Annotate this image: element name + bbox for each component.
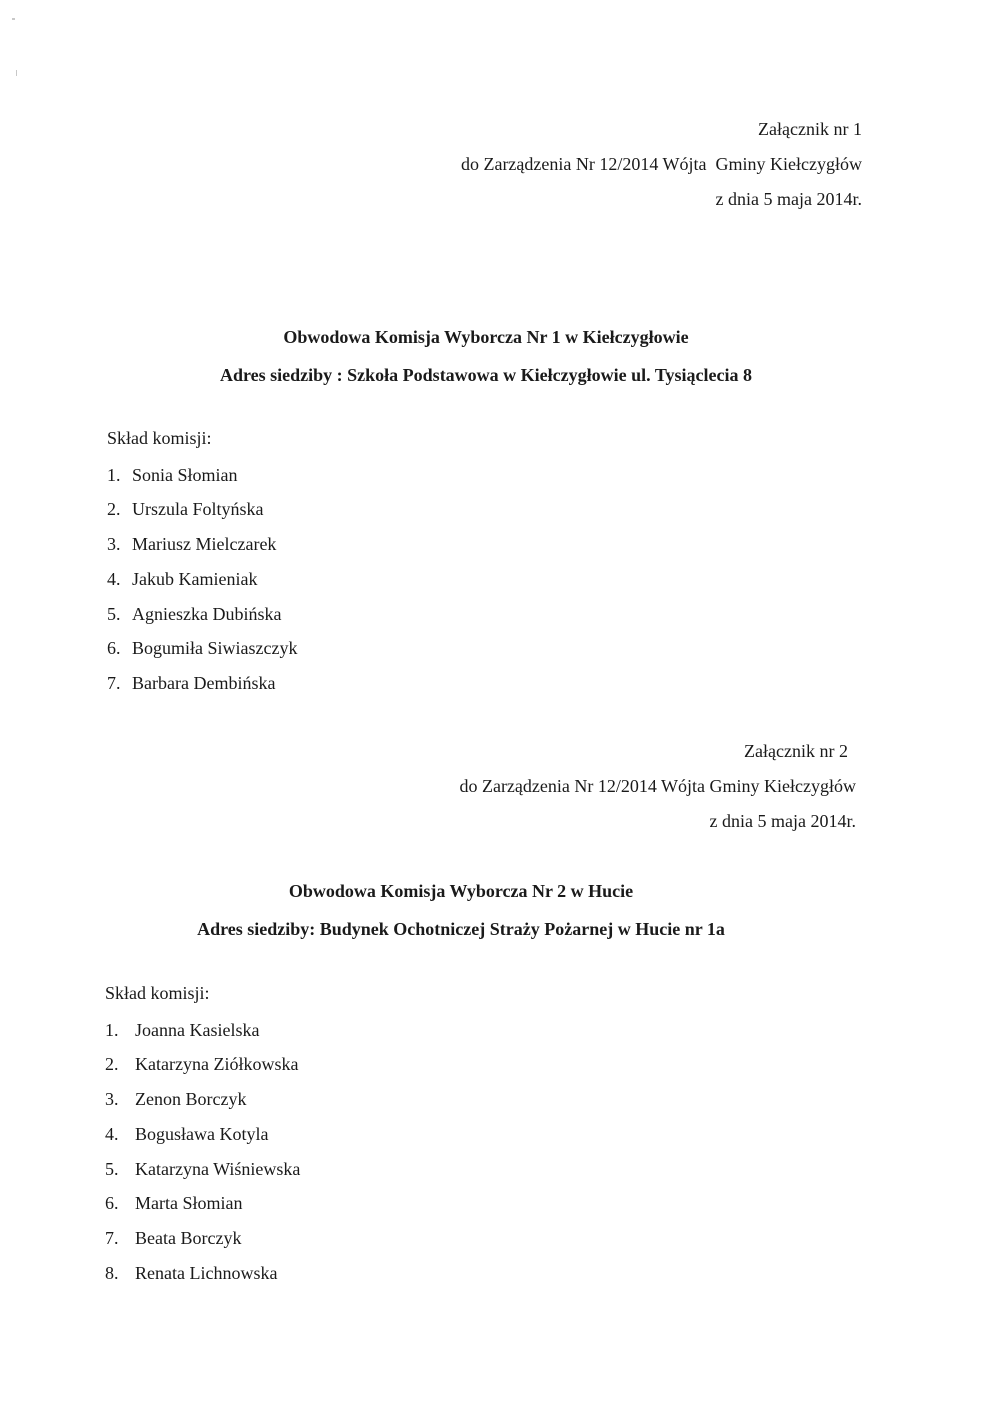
commission-1-title: Obwodowa Komisja Wyborcza Nr 1 w Kiełczygłowie [283,327,689,347]
member-number: 4. [107,568,121,589]
member-item [105,1152,300,1187]
annex-2-header [459,734,856,839]
member-number: 1. [107,464,121,485]
members-label: Skład komisji: [105,983,210,1003]
member-number: 2. [107,499,121,520]
members-list [105,1013,300,1291]
member-number: 4. [105,1123,119,1144]
member-number: 5. [105,1158,119,1179]
commission-1-heading [0,318,982,394]
member-name: Joanna Kasielska [135,1019,260,1040]
member-item [105,1082,300,1117]
member-name: Renata Lichnowska [135,1262,278,1283]
member-number: 3. [105,1089,119,1110]
member-name: Zenon Borczyk [135,1089,247,1110]
member-name: Mariusz Mielczarek [132,534,277,555]
annex-1-date: z dnia 5 maja 2014r. [715,189,862,209]
commission-1-address: Adres siedziby : Szkoła Podstawowa w Kiełczygłowie ul. Tysiąclecia 8 [220,365,752,385]
member-item [105,1117,300,1152]
scan-speck [12,18,15,20]
annex-1-header [461,112,862,217]
member-item [105,1013,300,1048]
members-label: Skład komisji: [107,428,212,448]
members-list [107,458,297,701]
member-name: Barbara Dembińska [132,672,276,693]
member-item [107,527,297,562]
member-number: 8. [105,1262,119,1283]
member-number: 6. [107,638,121,659]
annex-1-ordinance: do Zarządzenia Nr 12/2014 Wójta Gminy Kiełczygłów [460,154,862,174]
commission-2-address: Adres siedziby: Budynek Ochotniczej Straży Pożarnej w Hucie nr 1a [197,919,725,939]
member-name: Marta Słomian [135,1193,243,1214]
member-number: 3. [107,534,121,555]
annex-2-ordinance: do Zarządzenia Nr 12/2014 Wójta Gminy Kiełczygłów [459,776,856,796]
member-number: 1. [105,1019,119,1040]
commission-2-heading [0,872,957,948]
annex-2-number: Załącznik nr 2 [744,741,848,761]
member-name: Bogusława Kotyla [135,1123,269,1144]
member-item [107,458,297,493]
member-name: Agnieszka Dubińska [132,603,282,624]
member-number: 6. [105,1193,119,1214]
member-number: 2. [105,1054,119,1075]
member-name: Katarzyna Ziółkowska [135,1054,299,1075]
member-name: Jakub Kamieniak [132,568,258,589]
member-item [105,1047,300,1082]
member-number: 7. [107,672,121,693]
commission-2-title: Obwodowa Komisja Wyborcza Nr 2 w Hucie [288,881,634,901]
member-item [105,1186,300,1221]
member-item [107,492,297,527]
commission-2-members [105,976,300,1290]
member-name: Katarzyna Wiśniewska [135,1158,301,1179]
member-number: 5. [107,603,121,624]
member-item [105,1221,300,1256]
member-item [107,597,297,632]
annex-2-date: z dnia 5 maja 2014r. [709,811,856,831]
commission-1-members [107,421,297,701]
member-item [105,1256,300,1291]
member-number: 7. [105,1227,119,1248]
member-item [107,562,297,597]
member-item [107,666,297,701]
member-name: Bogumiła Siwiaszczyk [132,638,298,659]
member-name: Sonia Słomian [132,464,238,485]
member-item [107,631,297,666]
scan-speck [16,70,17,76]
member-name: Urszula Foltyńska [132,499,264,520]
member-name: Beata Borczyk [135,1227,242,1248]
annex-1-number: Załącznik nr 1 [758,119,862,139]
